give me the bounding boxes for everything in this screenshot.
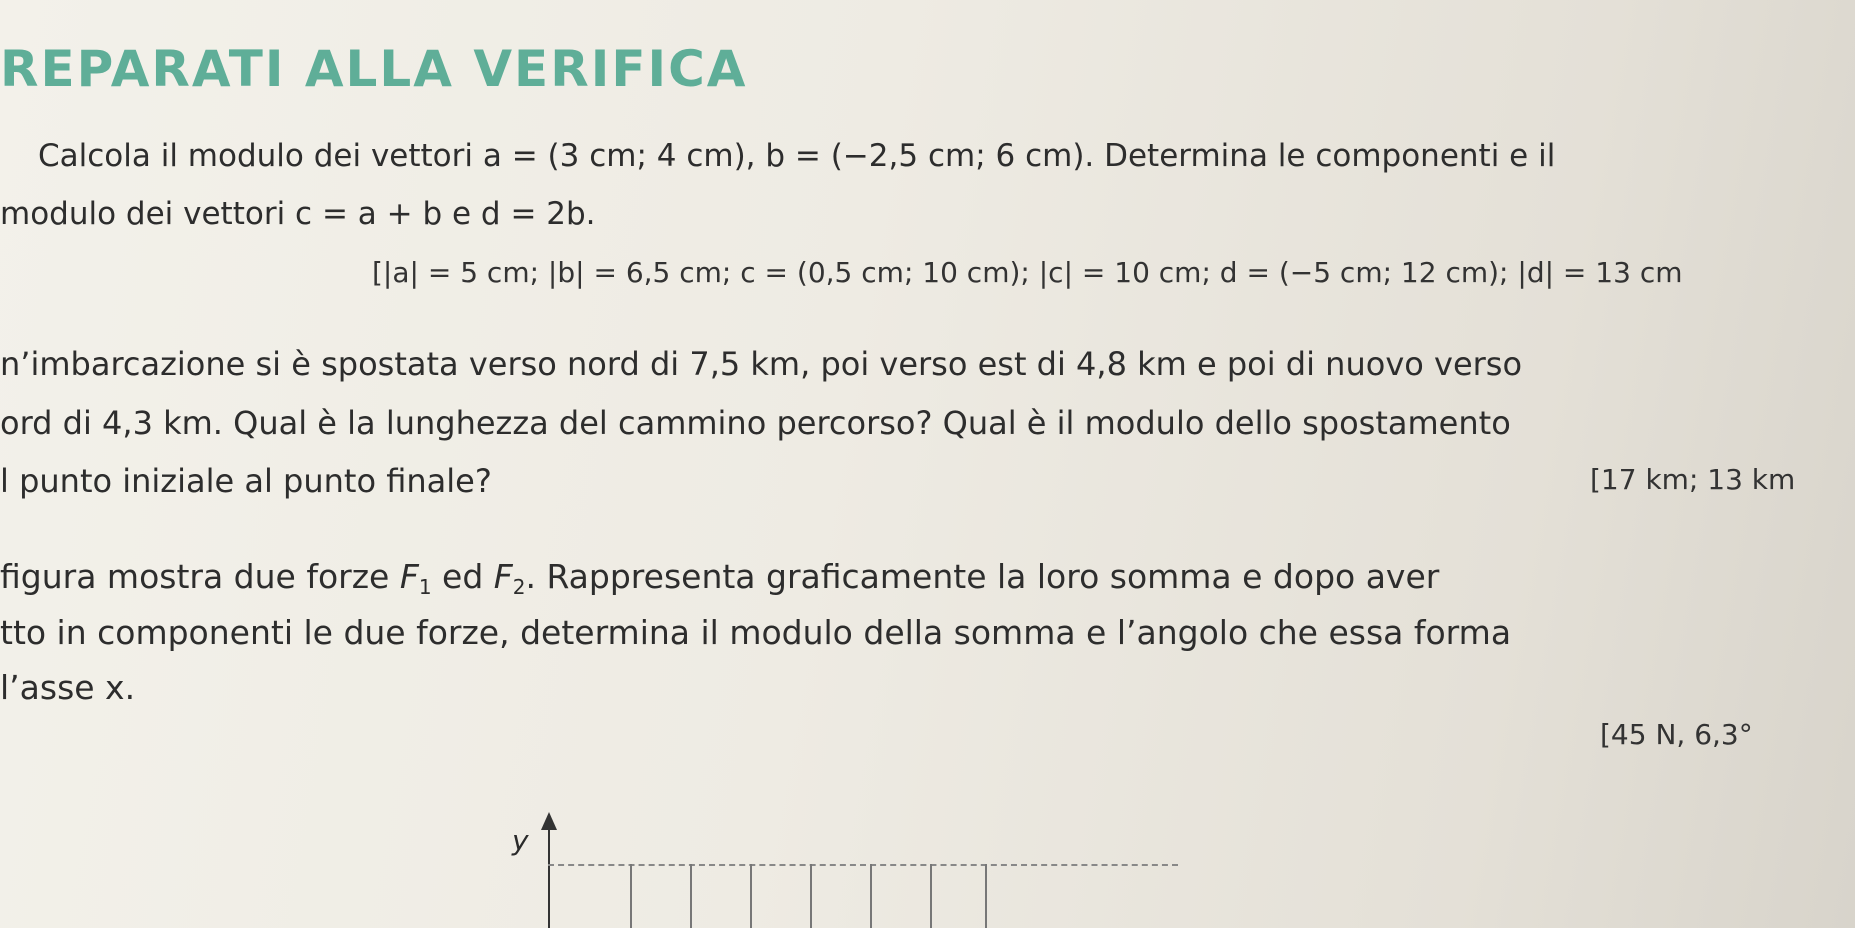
- problem1-line1: [38, 138, 1555, 174]
- problem2-line2: ord di 4,3 km. Qual è la lunghezza del cammino percorso? Qual è il modulo dello spostamento: [0, 404, 1511, 442]
- grid-line: [870, 864, 872, 928]
- grid-line: [810, 864, 812, 928]
- y-axis: [548, 828, 550, 928]
- problem3-answer: [45 N, 6,3°: [1600, 718, 1753, 751]
- problem1-line2-math: c = a + b e d = 2b.: [295, 196, 596, 232]
- force-f2-subscript: 2: [512, 575, 526, 599]
- problem3-line3: l’asse x.: [0, 668, 136, 707]
- grid-top-line: [548, 864, 1178, 866]
- problem2-line3: l punto iniziale al punto finale?: [0, 462, 492, 500]
- grid-line: [630, 864, 632, 928]
- problem1-line2: [0, 196, 596, 232]
- grid-line: [690, 864, 692, 928]
- problem3-line1: [0, 557, 1439, 599]
- grid-line: [750, 864, 752, 928]
- section-heading: REPARATI ALLA VERIFICA: [0, 40, 748, 98]
- force-f1-subscript: 1: [418, 575, 432, 599]
- problem3-line1-b: ed: [431, 557, 494, 596]
- y-axis-label: y: [512, 824, 529, 857]
- problem1-line1-text: Calcola il modulo dei vettori: [38, 138, 483, 174]
- problem1-line2-text: modulo dei vettori: [0, 196, 296, 232]
- force-f1-symbol: F: [399, 557, 419, 596]
- problem1-answer: [|a| = 5 cm; |b| = 6,5 cm; c = (0,5 cm; 10 cm); |c| = 10 cm; d = (−5 cm; 12 cm); |d| = 13 cm: [372, 256, 1683, 289]
- problem2-line1: n’imbarcazione si è spostata verso nord di 7,5 km, poi verso est di 4,8 km e poi di nuovo verso: [0, 345, 1523, 383]
- force-diagram: [430, 800, 1190, 928]
- grid-line: [985, 864, 987, 928]
- problem3-line1-c: . Rappresenta graficamente la loro somma e dopo aver: [525, 557, 1440, 596]
- problem3-line1-a: figura mostra due forze: [0, 557, 400, 596]
- problem2-answer: [17 km; 13 km: [1590, 463, 1796, 496]
- problem1-line1-math: a = (3 cm; 4 cm), b = (−2,5 cm; 6 cm). Determina le componenti e il: [482, 138, 1556, 174]
- force-f2-symbol: F: [493, 557, 513, 596]
- problem3-line2: tto in componenti le due forze, determina il modulo della somma e l’angolo che essa forma: [0, 613, 1512, 652]
- grid-line: [930, 864, 932, 928]
